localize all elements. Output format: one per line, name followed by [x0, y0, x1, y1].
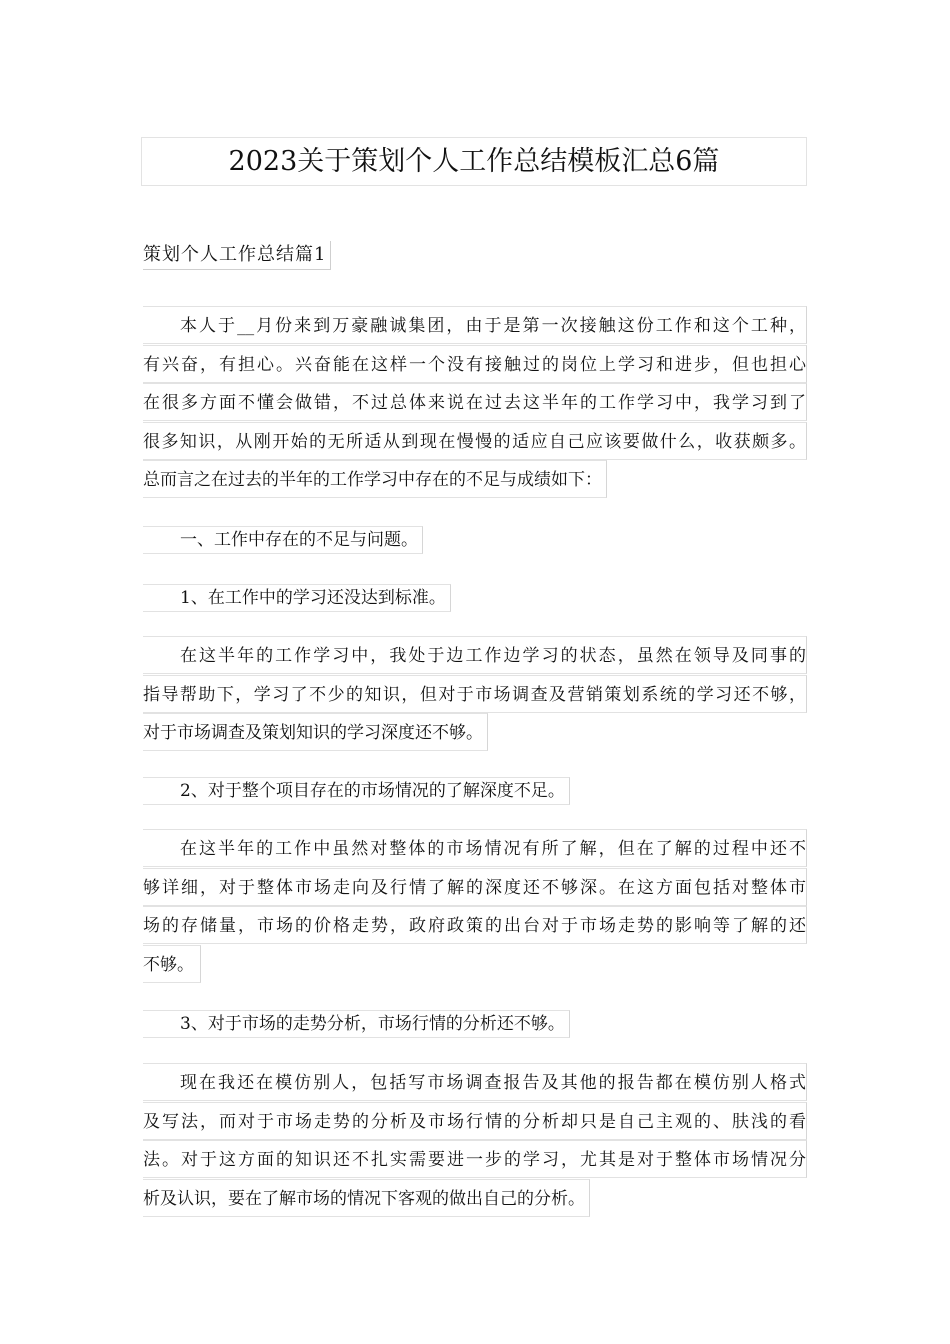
paragraph-line: 析及认识，要在了解市场的情况下客观的做出自己的分析。 — [143, 1179, 807, 1218]
paragraph-learning — [143, 636, 807, 752]
paragraph-line: 指导帮助下，学习了不少的知识，但对于市场调查及营销策划系统的学习还不够， — [143, 675, 807, 714]
paragraph-line: 有兴奋，有担心。兴奋能在这样一个没有接触过的岗位上学习和进步，但也担心 — [143, 345, 807, 384]
paragraph-line: 对于市场调查及策划知识的学习深度还不够。 — [143, 713, 807, 752]
section-title: 策划个人工作总结篇1 — [143, 241, 331, 270]
paragraph-line: 不够。 — [143, 945, 807, 984]
heading-market-analysis: 3、对于市场的走势分析，市场行情的分析还不够。 — [143, 1010, 570, 1038]
paragraph-line: 法。对于这方面的知识还不扎实需要进一步的学习，尤其是对于整体市场情况分 — [143, 1140, 807, 1179]
paragraph-line: 够详细，对于整体市场走向及行情了解的深度还不够深。在这方面包括对整体市 — [143, 868, 807, 907]
paragraph-line: 很多知识，从刚开始的无所适从到现在慢慢的适应自己应该要做什么，收获颇多。 — [143, 422, 807, 461]
heading-market-understanding: 2、对于整个项目存在的市场情况的了解深度不足。 — [143, 777, 570, 805]
paragraph-line: 在这半年的工作学习中，我处于边工作边学习的状态，虽然在领导及同事的 — [143, 636, 807, 675]
heading-learning-standard: 1、在工作中的学习还没达到标准。 — [143, 584, 451, 612]
paragraph-market — [143, 829, 807, 983]
document-title: 2023关于策划个人工作总结模板汇总6篇 — [141, 137, 807, 186]
paragraph-line: 场的存储量，市场的价格走势，政府政策的出台对于市场走势的影响等了解的还 — [143, 906, 807, 945]
paragraph-intro — [143, 306, 807, 499]
paragraph-line: 在很多方面不懂会做错，不过总体来说在过去这半年的工作学习中，我学习到了 — [143, 383, 807, 422]
paragraph-line: 及写法，而对于市场走势的分析及市场行情的分析却只是自己主观的、肤浅的看 — [143, 1102, 807, 1141]
paragraph-line: 总而言之在过去的半年的工作学习中存在的不足与成绩如下： — [143, 460, 807, 499]
heading-problems: 一、工作中存在的不足与问题。 — [143, 526, 423, 554]
paragraph-analysis — [143, 1063, 807, 1217]
paragraph-line: 本人于__月份来到万豪融诚集团，由于是第一次接触这份工作和这个工种， — [143, 306, 807, 345]
paragraph-line: 在这半年的工作中虽然对整体的市场情况有所了解，但在了解的过程中还不 — [143, 829, 807, 868]
paragraph-line: 现在我还在模仿别人，包括写市场调查报告及其他的报告都在模仿别人格式 — [143, 1063, 807, 1102]
